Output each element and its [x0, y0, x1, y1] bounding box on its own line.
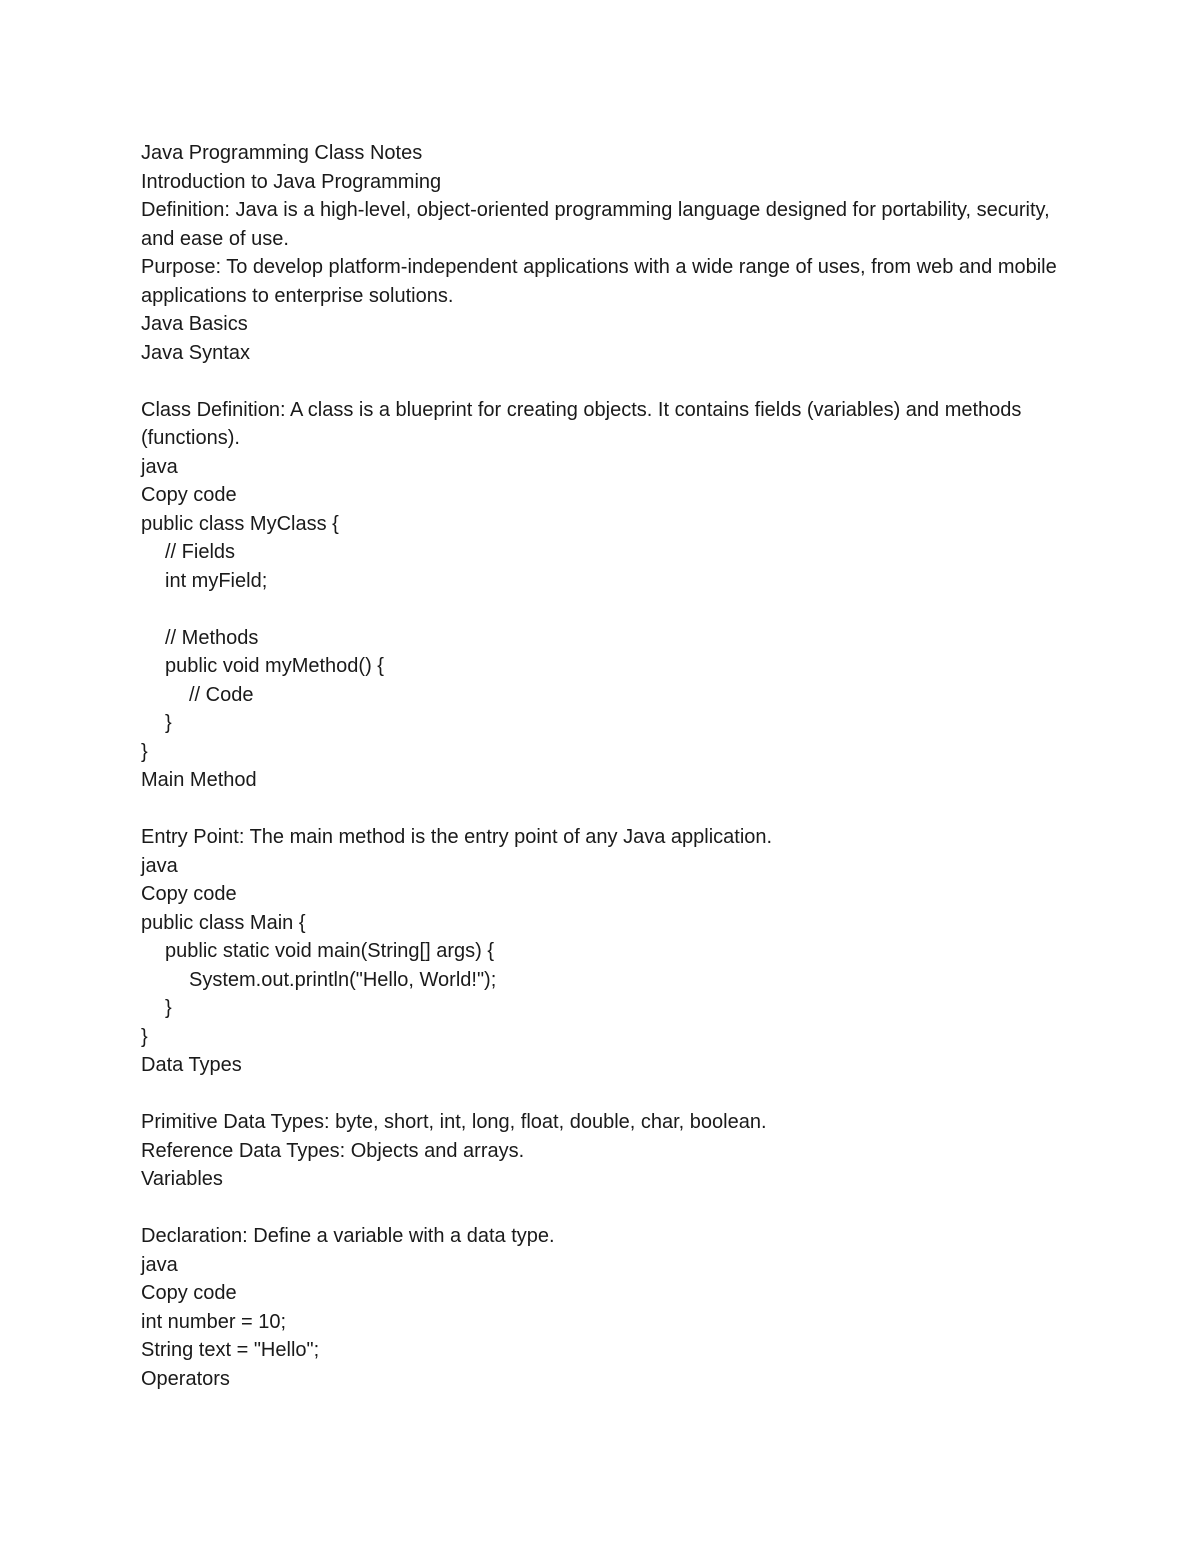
code-line: int myField; — [165, 569, 268, 592]
main-method-heading: Main Method — [141, 769, 257, 791]
blank-line — [141, 1194, 1061, 1223]
code-line: } — [141, 740, 148, 763]
blank-line — [141, 367, 1061, 396]
code-line: public void myMethod() { — [165, 655, 384, 677]
code-line: String text = "Hello"; — [141, 1339, 320, 1361]
operators-heading: Operators — [141, 1367, 230, 1390]
data-types-heading: Data Types — [141, 1054, 242, 1076]
definition-paragraph: Definition: Java is a high-level, object-oriented programming language designed for portability, security, and ease of use. — [141, 199, 1056, 250]
document-title: Java Programming Class Notes — [141, 142, 423, 164]
copy-code-button[interactable]: Copy code — [141, 1282, 237, 1304]
intro-heading: Introduction to Java Programming — [141, 170, 442, 193]
basics-heading: Java Basics — [141, 313, 248, 335]
code-line: // Code — [189, 683, 254, 706]
blank-line — [141, 1080, 1061, 1109]
blank-line — [141, 595, 1061, 624]
code-line: // Fields — [165, 541, 236, 563]
code-line: System.out.println("Hello, World!"); — [189, 968, 497, 991]
code-language-label: java — [141, 1253, 178, 1276]
primitive-types-paragraph: Primitive Data Types: byte, short, int, long, float, double, char, boolean. — [141, 1111, 767, 1133]
code-block-main — [141, 852, 1061, 1052]
code-line: } — [165, 997, 172, 1019]
code-line: int number = 10; — [141, 1310, 287, 1333]
variables-heading: Variables — [141, 1168, 223, 1190]
reference-types-paragraph: Reference Data Types: Objects and arrays. — [141, 1139, 525, 1162]
document-body — [141, 139, 1061, 1393]
code-line: public class MyClass { — [141, 512, 339, 535]
code-line: public class Main { — [141, 911, 306, 934]
code-language-label: java — [141, 854, 178, 877]
code-language-label: java — [141, 455, 178, 478]
code-block-class — [141, 453, 1061, 767]
code-line: public static void main(String[] args) { — [165, 940, 495, 962]
copy-code-button[interactable]: Copy code — [141, 883, 237, 905]
code-line: } — [141, 1025, 148, 1048]
purpose-paragraph: Purpose: To develop platform-independent applications with a wide range of uses, from web and mobile applications to enterprise solutions. — [141, 256, 1063, 307]
declaration-paragraph: Declaration: Define a variable with a data type. — [141, 1225, 555, 1247]
entry-point-paragraph: Entry Point: The main method is the entry point of any Java application. — [141, 826, 773, 848]
copy-code-button[interactable]: Copy code — [141, 484, 237, 506]
blank-line — [141, 795, 1061, 824]
code-line: } — [165, 712, 172, 734]
code-line: // Methods — [165, 626, 259, 649]
code-block-variables — [141, 1251, 1061, 1365]
class-definition-paragraph: Class Definition: A class is a blueprint for creating objects. It contains fields (variables) and methods (functions). — [141, 398, 1027, 449]
syntax-heading: Java Syntax — [141, 341, 250, 364]
